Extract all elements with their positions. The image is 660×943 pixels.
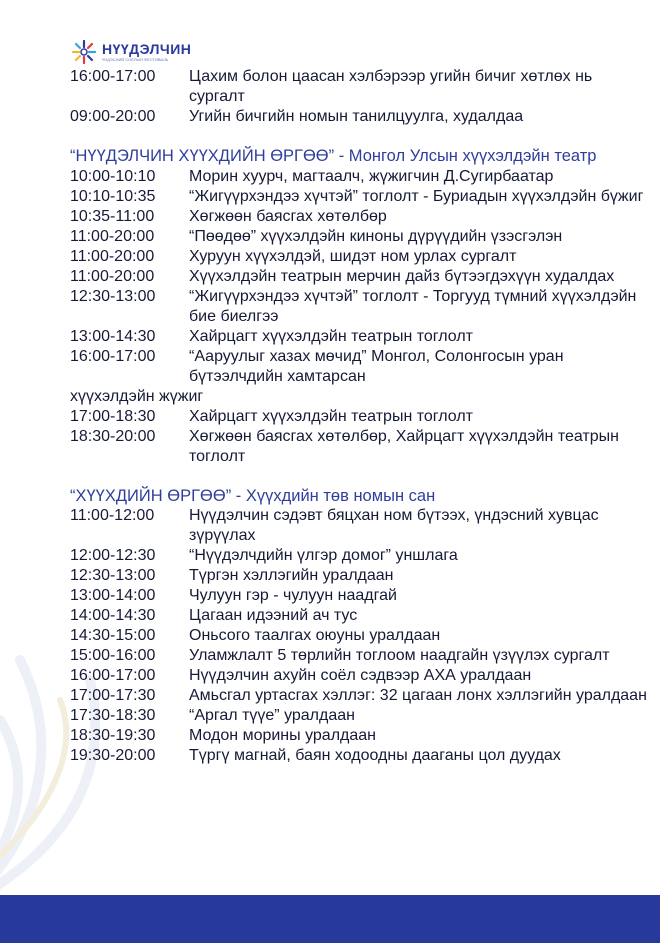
row-description: Хүүхэлдэйн театрын мерчин дайз бүтээгдэхүүн худалдах (189, 267, 615, 285)
schedule-row (70, 626, 650, 646)
section-title: “НҮҮДЭЛЧИН ХҮҮХДИЙН ӨРГӨӨ” - Монгол Улсын хүүхэлдэйн театр (70, 147, 597, 165)
schedule-row (70, 427, 650, 467)
schedule-row (70, 287, 650, 327)
schedule-row (70, 566, 650, 586)
schedule-row (70, 227, 650, 247)
schedule-section-puppet-theatre (70, 147, 650, 467)
row-description: Түргэн хэллэгийн уралдаан (189, 567, 394, 584)
row-description: Угийн бичгийн номын танилцуулга, худалдаа (189, 108, 524, 125)
row-time: 17:00-17:30 (70, 687, 156, 704)
row-description: Хөгжөөн баясгах хөтөлбөр (189, 207, 387, 225)
row-time: 10:00-10:10 (70, 167, 156, 185)
row-description: Нүүдэлчин ахуйн соёл сэдвээр АХА уралдаан (189, 667, 532, 684)
row-description: Түргү магнай, баян ходоодны дааганы цол дуудах (189, 747, 561, 764)
schedule-row (70, 726, 650, 746)
logo-subtitle: ҮНДЭСНИЙ СОЁЛЫН ФЕСТИВАЛЬ (102, 56, 169, 62)
schedule-row (70, 506, 650, 546)
section-title: “ХҮҮХДИЙН ӨРГӨӨ” - Хүүхдийн төв номын сан (70, 486, 436, 505)
row-time: 19:30-20:00 (70, 747, 156, 764)
row-description: Нүүдэлчин сэдэвт бяцхан ном бүтээх, үндэсний хувцас зүрүүлах (189, 507, 599, 544)
row-time: 16:00-17:00 (70, 667, 156, 684)
schedule-row (70, 686, 650, 706)
schedule-row (70, 546, 650, 566)
schedule-section-genealogy (70, 67, 650, 127)
schedule-row (70, 666, 650, 686)
schedule-row (70, 167, 650, 187)
row-description: Хөгжөөн баясгах хөтөлбөр, Хайрцагт хүүхэлдэйн театрын тоглолт (189, 427, 619, 465)
schedule-row (70, 606, 650, 626)
row-time: 18:30-20:00 (70, 427, 156, 445)
schedule-row (70, 646, 650, 666)
row-time: 16:00-17:00 (70, 347, 156, 365)
row-description: “Аргал түүе” уралдаан (189, 707, 355, 724)
schedule-row (70, 187, 650, 207)
row-description: Морин хуурч, магтаалч, жүжигчин Д.Сугирбаатар (189, 167, 554, 185)
festival-logo (70, 36, 191, 68)
row-time: 16:00-17:00 (70, 68, 156, 85)
schedule-row (70, 107, 650, 127)
row-time: 14:00-14:30 (70, 607, 156, 624)
footer-band (0, 895, 660, 943)
logo-name: НҮҮДЭЛЧИН (102, 40, 192, 57)
row-description: Амьсгал уртасгах хэллэг: 32 цагаан лонх хэллэгийн уралдаан (189, 687, 647, 704)
logo-emblem-icon (70, 38, 98, 66)
row-description: Модон морины уралдаан (189, 727, 377, 744)
row-time: 12:00-12:30 (70, 547, 156, 564)
row-time: 15:00-16:00 (70, 647, 156, 664)
schedule-row (70, 746, 650, 766)
row-time: 14:30-15:00 (70, 627, 156, 644)
row-time: 13:00-14:30 (70, 327, 156, 345)
row-description: Хайрцагт хүүхэлдэйн театрын тоглолт (189, 407, 473, 425)
row-time: 11:00-20:00 (70, 267, 155, 285)
schedule-row (70, 706, 650, 726)
row-time: 12:30-13:00 (70, 567, 156, 584)
row-description: “Жигүүрхэндээ хүчтэй” тоглолт - Буриадын хүүхэлдэйн бүжиг (189, 187, 644, 205)
schedule-row (70, 347, 650, 407)
schedule-row (70, 207, 650, 227)
row-description: Цагаан идээний ач тус (189, 607, 358, 624)
row-description: “Нүүдэлчдийн үлгэр домог” уншлага (189, 547, 458, 564)
row-description: Уламжлалт 5 төрлийн тоглоом наадгайн үзүүлэх сургалт (189, 647, 610, 664)
row-time: 17:30-18:30 (70, 707, 156, 724)
row-time: 12:30-13:00 (70, 287, 156, 305)
schedule (70, 67, 650, 766)
row-time: 10:35-11:00 (70, 207, 155, 225)
row-time: 17:00-18:30 (70, 407, 156, 425)
row-description: “Пөөдөө” хүүхэлдэйн киноны дүрүүдийн үзэсгэлэн (189, 227, 563, 245)
row-time: 10:10-10:35 (70, 187, 156, 205)
schedule-row (70, 267, 650, 287)
row-time: 11:00-20:00 (70, 247, 155, 265)
row-description: Хуруун хүүхэлдэй, шидэт ном урлах сургалт (189, 247, 517, 265)
row-description: “Жигүүрхэндээ хүчтэй” тоглолт - Торгууд түмний хүүхэлдэйн бие биелгээ (189, 287, 637, 325)
row-time: 11:00-20:00 (70, 227, 155, 245)
schedule-section-childrens-library (70, 487, 650, 767)
schedule-row (70, 586, 650, 606)
schedule-row (70, 67, 650, 107)
row-time: 11:00-12:00 (70, 507, 155, 524)
schedule-row (70, 407, 650, 427)
row-time: 18:30-19:30 (70, 727, 156, 744)
row-description: “Ааруулыг хазах мөчид” Монгол, Солонгосын уран бүтээлчдийн хамтарсан (189, 347, 564, 385)
row-description: Чулуун гэр - чулуун наадгай (189, 587, 397, 604)
row-description: Цахим болон цаасан хэлбэрээр угийн бичиг хөтлөх нь сургалт (189, 68, 593, 105)
row-time: 13:00-14:00 (70, 587, 156, 604)
row-time: 09:00-20:00 (70, 108, 156, 125)
row-description: Хайрцагт хүүхэлдэйн театрын тоглолт (189, 327, 473, 345)
row-description-continuation: хүүхэлдэйн жүжиг (70, 387, 204, 405)
schedule-row (70, 327, 650, 347)
schedule-row (70, 247, 650, 267)
row-description: Оньсого таалгах оюуны уралдаан (189, 627, 441, 644)
